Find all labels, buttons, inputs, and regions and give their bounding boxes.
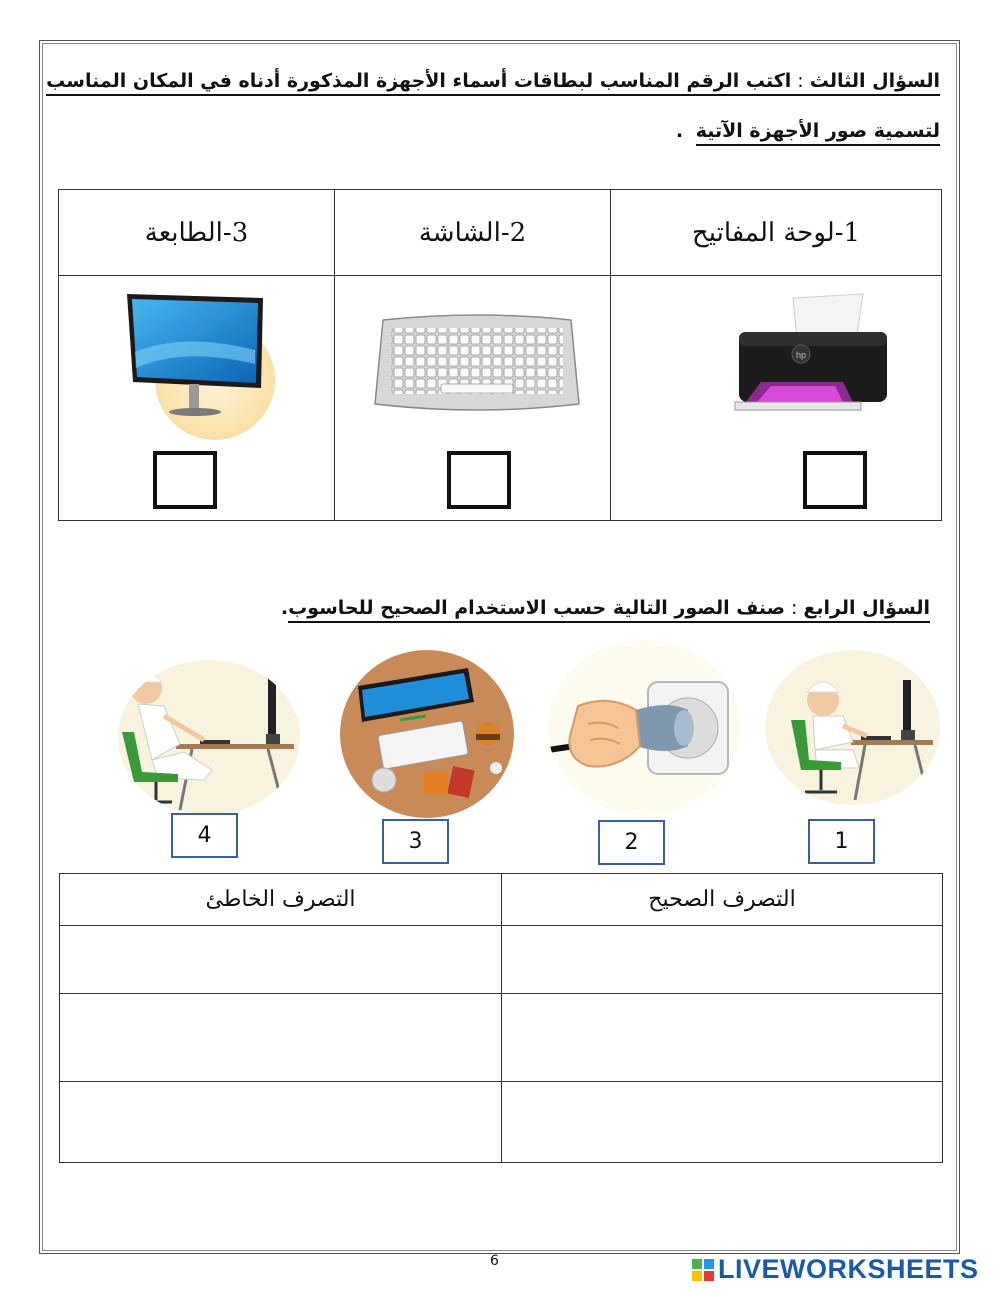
number-box-1: 1 [808, 819, 875, 864]
behavior-table [59, 873, 943, 1163]
number-box-2: 2 [598, 820, 665, 865]
number-box-3: 3 [382, 819, 449, 864]
printer-cell [611, 276, 941, 520]
header-keyboard: 1-لوحة المفاتيح [691, 217, 861, 248]
number-box-4: 4 [171, 813, 238, 858]
brand-name: LIVEWORKSHEETS [718, 1254, 979, 1284]
image-unplugging [548, 640, 740, 815]
printer-image [731, 290, 891, 425]
question4-label: السؤال الرابع [803, 597, 930, 619]
question4-colon: : [790, 597, 798, 619]
keyboard-cell [335, 276, 610, 520]
monitor-image [123, 292, 279, 448]
image-correct-posture [765, 650, 940, 805]
monitor-cell [59, 276, 334, 520]
page-number: 6 [490, 1253, 499, 1269]
devices-table [58, 189, 942, 521]
question3-colon: : [797, 70, 804, 92]
question3-instruction-cont: لتسمية صور الأجهزة الآتية [696, 120, 940, 146]
answer-box-keyboard[interactable] [447, 451, 511, 509]
printer-logo: hp [795, 350, 807, 360]
question3-period: . [675, 120, 684, 142]
correct-answer-slot-1[interactable] [502, 926, 942, 993]
wrong-answer-slot-1[interactable] [60, 926, 501, 993]
liveworksheets-icon [692, 1259, 714, 1281]
question4-title [281, 597, 930, 619]
image-food-near-computer [340, 650, 514, 818]
correct-answer-slot-2[interactable] [502, 994, 942, 1081]
answer-box-printer[interactable] [803, 451, 867, 509]
header-printer: 3-الطابعة [144, 217, 249, 248]
question4-period: . [280, 597, 289, 619]
question3-instruction: اكتب الرقم المناسب لبطاقات أسماء الأجهزة المذكورة أدناه في المكان المناسب [46, 70, 792, 92]
wrong-answer-slot-2[interactable] [60, 994, 501, 1081]
header-monitor: 2-الشاشة [418, 217, 527, 248]
wrong-answer-slot-3[interactable] [60, 1082, 501, 1162]
liveworksheets-logo [692, 1254, 979, 1285]
keyboard-image [371, 312, 583, 416]
question4-instruction: صنف الصور التالية حسب الاستخدام الصحيح للحاسوب [288, 597, 785, 619]
header-wrong-behavior: التصرف الخاطئ [205, 887, 356, 912]
header-correct-behavior: التصرف الصحيح [648, 887, 796, 912]
question3-label: السؤال الثالث [809, 70, 940, 92]
answer-box-monitor[interactable] [153, 451, 217, 509]
question3-line2 [676, 120, 940, 142]
question3-line1 [46, 70, 940, 92]
correct-answer-slot-3[interactable] [502, 1082, 942, 1162]
image-wrong-posture [118, 660, 300, 815]
